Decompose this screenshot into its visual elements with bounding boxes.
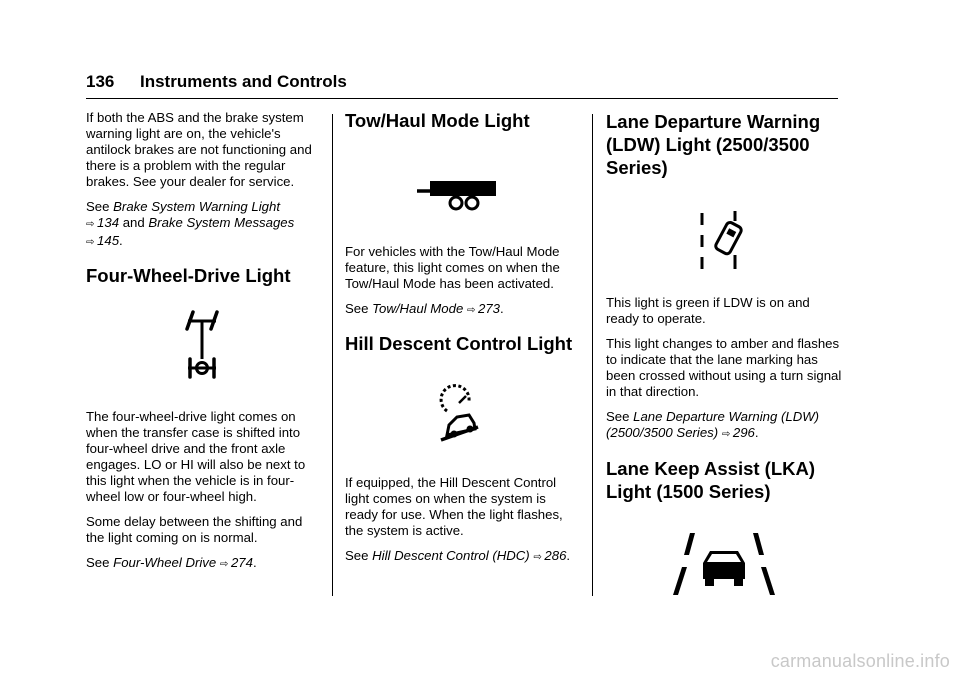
page-ref-arrow-icon: ⇨ — [86, 237, 95, 248]
column-2 — [345, 110, 581, 575]
page-ref-arrow-icon: ⇨ — [219, 559, 229, 570]
ref-hill-descent-control[interactable]: Hill Descent Control (HDC) — [372, 548, 530, 563]
see-prefix: See — [86, 555, 114, 570]
lane-departure-green-paragraph: This light is green if LDW is on and ready to operate. — [606, 295, 810, 326]
see-four-wheel-drive-reference — [86, 555, 322, 573]
ref-page-286[interactable]: 286 — [544, 548, 567, 563]
see-prefix: See — [606, 409, 634, 424]
ref-page-273[interactable]: 273 — [477, 301, 500, 316]
see-end: . — [566, 548, 571, 563]
four-wheel-drive-icon — [86, 307, 322, 387]
page-ref-arrow-icon: ⇨ — [721, 429, 731, 440]
see-brake-reference — [86, 199, 322, 251]
hill-descent-paragraph: If equipped, the Hill Descent Control light comes on when the system is ready for use. When the light flashes, the system is active. — [345, 475, 563, 538]
hill-descent-heading: Hill Descent Control Light — [345, 333, 573, 354]
see-tow-haul-reference — [345, 301, 581, 319]
lane-keep-assist-icon — [606, 529, 842, 601]
tow-haul-heading: Tow/Haul Mode Light — [345, 110, 530, 131]
ref-page-296[interactable]: 296 — [732, 425, 755, 440]
see-end: . — [252, 555, 257, 570]
tow-haul-trailer-icon — [345, 174, 581, 230]
column-divider-1 — [332, 114, 333, 596]
ref-brake-system-warning-light[interactable]: Brake System Warning Light — [113, 199, 281, 214]
ref-page-134[interactable]: 134 — [97, 215, 120, 230]
page-number: 136 — [86, 72, 115, 91]
column-3 — [606, 110, 842, 601]
see-prefix: See — [86, 199, 114, 214]
see-end: . — [500, 301, 504, 316]
four-wheel-drive-heading: Four-Wheel-Drive Light — [86, 265, 291, 286]
see-end: . — [119, 233, 123, 248]
see-lane-departure-reference — [606, 409, 842, 443]
see-end: . — [754, 425, 759, 440]
column-1 — [86, 110, 322, 582]
page-ref-arrow-icon: ⇨ — [533, 552, 542, 563]
ref-brake-system-messages[interactable]: Brake System Messages — [148, 215, 295, 230]
see-joiner: and — [119, 215, 149, 230]
watermark: carmanualsonline.info — [770, 651, 950, 671]
ref-lane-departure-warning[interactable]: Lane Departure Warning (LDW) (2500/3500 Series) — [606, 409, 820, 440]
column-divider-2 — [592, 114, 593, 596]
page-header — [86, 72, 838, 99]
see-hill-descent-reference — [345, 548, 581, 566]
four-wheel-drive-paragraph: The four-wheel-drive light comes on when the transfer case is shifted into four-wheel drive and the front axle engages. LO or HI will also be next to this light when the vehicle is in four-wheel low or four-wheel high. — [86, 409, 306, 504]
ref-four-wheel-drive[interactable]: Four-Wheel Drive — [113, 555, 217, 570]
see-prefix: See — [345, 301, 373, 316]
tow-haul-paragraph: For vehicles with the Tow/Haul Mode feature, this light comes on when the Tow/Haul Mode has been activated. — [345, 244, 560, 291]
ref-page-145[interactable]: 145 — [97, 233, 120, 248]
abs-brake-paragraph: If both the ABS and the brake system warning light are on, the vehicle's antilock brakes are not functioning and there is a problem with the regular brakes. See your dealer for service. — [86, 110, 312, 189]
ref-page-274[interactable]: 274 — [230, 555, 253, 570]
section-title: Instruments and Controls — [140, 72, 347, 91]
lane-departure-heading: Lane Departure Warning (LDW) Light (2500/3500 Series) — [606, 111, 821, 178]
page-ref-arrow-icon: ⇨ — [86, 219, 95, 230]
lane-departure-icon — [606, 209, 842, 273]
ref-tow-haul-mode[interactable]: Tow/Haul Mode — [372, 301, 464, 316]
see-prefix: See — [345, 548, 373, 563]
four-wheel-drive-delay-paragraph: Some delay between the shifting and the light coming on is normal. — [86, 514, 303, 545]
hill-descent-icon — [345, 377, 581, 457]
lane-keep-assist-heading: Lane Keep Assist (LKA) Light (1500 Series) — [606, 458, 816, 502]
lane-departure-amber-paragraph: This light changes to amber and flashes to indicate that the lane marking has been crossed without using a turn signal in that direction. — [606, 336, 842, 399]
page-ref-arrow-icon: ⇨ — [466, 305, 476, 316]
